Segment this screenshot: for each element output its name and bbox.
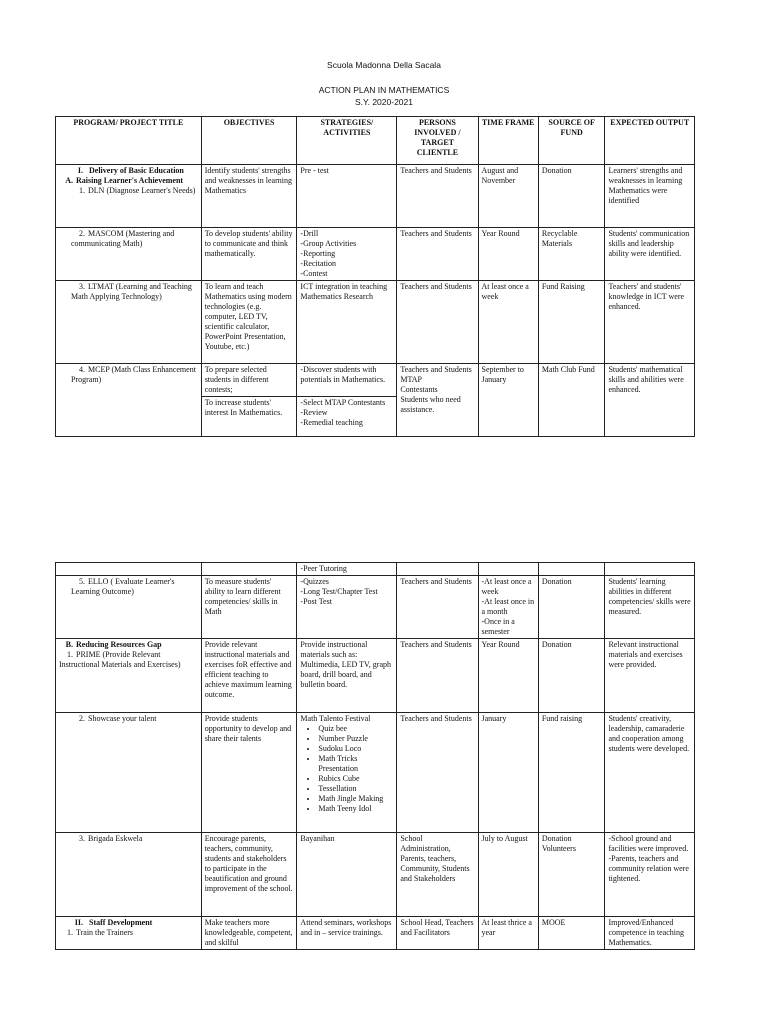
time-frame-cell: At least once a week — [478, 281, 538, 364]
item-title: LTMAT (Learning and Teaching Math Applying Technology) — [71, 282, 192, 301]
list-item: • Tessellation — [318, 784, 393, 794]
strategy-cell: Provide instructional materials such as: Multimedia, LED TV, graph board, drill board, and bulletin board. — [297, 639, 397, 713]
time-line: -Once in a semester — [481, 617, 515, 636]
persons-cell — [397, 364, 478, 437]
strategy-line: -Contest — [300, 269, 328, 278]
fund-line: Donation — [541, 834, 572, 843]
fund-cell: Recyclable Materials — [538, 228, 605, 281]
subsection-number: B. — [65, 640, 73, 649]
fund-cell: Math Club Fund — [538, 364, 605, 437]
section-title: Staff Development — [89, 918, 153, 927]
school-year: S.Y. 2020-2021 — [355, 97, 413, 107]
list-item: • Rubics Cube — [318, 774, 393, 784]
time-frame-cell: Year Round — [478, 228, 538, 281]
strategy-line: -Drill — [300, 229, 319, 238]
strategy-line: -Remedial teaching — [300, 418, 363, 427]
document-title: ACTION PLAN IN MATHEMATICS — [318, 85, 450, 95]
objective-cell: To measure students' ability to learn different competencies/ skills in Math — [201, 576, 297, 639]
objective-cell: Make teachers more knowledgeable, competent, and skilful — [201, 917, 297, 950]
table-row — [56, 228, 695, 281]
item-number: 1. — [67, 928, 73, 937]
strategy-line: -Group Activities — [300, 239, 357, 248]
persons-cell — [397, 563, 478, 576]
output-line: -School ground and facilities were improved. — [608, 834, 689, 853]
program-cell — [56, 563, 202, 576]
persons-cell: School Head, Teachers and Facilitators — [397, 917, 478, 950]
objective-cell — [201, 563, 297, 576]
item-number: 5. — [79, 577, 85, 586]
item-title: Showcase your talent — [88, 714, 157, 723]
strategy-cell: ICT integration in teaching Mathematics Research — [297, 281, 397, 364]
objective-cell: To increase students' interest In Mathematics. — [201, 397, 297, 437]
table-row — [56, 576, 695, 639]
item-title: Train the Trainers — [76, 928, 134, 937]
program-cell — [56, 364, 202, 437]
column-header: PROGRAM/ PROJECT TITLE — [56, 117, 202, 165]
persons-cell: Teachers and Students — [397, 639, 478, 713]
output-cell: Students' communication skills and leadership ability were identified. — [605, 228, 695, 281]
persons-line: Contestants — [400, 385, 438, 394]
fund-line: Volunteers — [541, 844, 576, 853]
output-cell — [605, 833, 695, 917]
output-cell: Students' mathematical skills and abilities were enhanced. — [605, 364, 695, 437]
item-number: 3. — [79, 282, 85, 291]
strategy-cell — [297, 576, 397, 639]
strategy-line: -Recitation — [300, 259, 336, 268]
subsection-title: Raising Learner's Achievement — [76, 176, 184, 185]
time-frame-cell: January — [478, 713, 538, 833]
column-header: OBJECTIVES — [201, 117, 297, 165]
strategy-cell — [297, 397, 397, 437]
section-title: Delivery of Basic Education — [89, 166, 184, 175]
column-header: STRATEGIES/ ACTIVITIES — [297, 117, 397, 165]
item-number: 2. — [79, 714, 85, 723]
strategy-line: -Reporting — [300, 249, 336, 258]
school-name: Scuola Madonna Della Sacala — [327, 60, 441, 70]
output-cell: Students' learning abilities in different competencies/ skills were measured. — [605, 576, 695, 639]
objective-cell: Provide relevant instructional materials and exercises foR effective and efficient teaching to achieve maximum learning outcome. — [201, 639, 297, 713]
program-cell — [56, 165, 202, 228]
list-item: • Sudoku Loco — [318, 744, 393, 754]
time-frame-cell — [478, 576, 538, 639]
fund-cell: Donation — [538, 165, 605, 228]
talent-activity-list — [300, 724, 393, 814]
table-row — [56, 713, 695, 833]
objective-cell: To learn and teach Mathematics using modern technologies (e.g. computer, LED TV, scientific calculator, PowerPoint Presentation, Youtube, etc.) — [201, 281, 297, 364]
time-frame-cell — [478, 563, 538, 576]
item-title: PRIME (Provide Relevant Instructional Materials and Exercises) — [59, 650, 181, 669]
program-cell — [56, 639, 202, 713]
program-cell — [56, 281, 202, 364]
output-cell: Students' creativity, leadership, camaraderie and cooperation among students were developed. — [605, 713, 695, 833]
strategy-cell: Attend seminars, workshops and in – service trainings. — [297, 917, 397, 950]
column-header: EXPECTED OUTPUT — [605, 117, 695, 165]
persons-cell: Teachers and Students — [397, 228, 478, 281]
list-item: • Math Jingle Making — [318, 794, 393, 804]
item-number: 1. — [79, 186, 85, 195]
strategy-cell: -Discover students with potentials in Mathematics. — [297, 364, 397, 397]
item-number: 2. — [79, 229, 85, 238]
item-number: 4. — [79, 365, 85, 374]
column-header: TIME FRAME — [478, 117, 538, 165]
output-line: -Parents, teachers and community relation were tightened. — [608, 854, 689, 883]
subsection-title: Reducing Resources Gap — [76, 640, 162, 649]
strategy-line: -Post Test — [300, 597, 332, 606]
subsection-number: A. — [65, 176, 73, 185]
strategy-line: -Review — [300, 408, 328, 417]
list-item: • Quiz bee — [318, 724, 393, 734]
section-number: II. — [74, 918, 83, 927]
strategy-line: -Quizzes — [300, 577, 329, 586]
output-cell: Relevant instructional materials and exercises were provided. — [605, 639, 695, 713]
time-frame-cell: At least thrice a year — [478, 917, 538, 950]
item-title: MASCOM (Mastering and communicating Math) — [71, 229, 175, 248]
program-cell — [56, 833, 202, 917]
program-cell — [56, 228, 202, 281]
action-plan-table-page-1 — [55, 116, 695, 437]
persons-cell: Teachers and Students — [397, 713, 478, 833]
fund-cell: MOOE — [538, 917, 605, 950]
column-header: PERSONS INVOLVED / TARGET CLIENTLE — [397, 117, 478, 165]
time-line: -At least once a week — [481, 577, 532, 596]
table-header-row — [56, 117, 695, 165]
table-row — [56, 833, 695, 917]
table-row — [56, 639, 695, 713]
objective-cell: Identify students' strengths and weaknesses in learning Mathematics — [201, 165, 297, 228]
output-cell: Learners' strengths and weaknesses in learning Mathematics were identified — [605, 165, 695, 228]
persons-line: Teachers and Students — [400, 365, 472, 374]
strategy-cell: -Peer Tutoring — [297, 563, 397, 576]
time-frame-cell: August and November — [478, 165, 538, 228]
objective-cell: Provide students opportunity to develop and share their talents — [201, 713, 297, 833]
objective-cell: To develop students' ability to communicate and think mathematically. — [201, 228, 297, 281]
table-row — [56, 364, 695, 397]
list-item: • Number Puzzle — [318, 734, 393, 744]
output-cell: Improved/Enhanced competence in teaching Mathematics. — [605, 917, 695, 950]
time-line: -At least once in a month — [481, 597, 535, 616]
persons-cell: Teachers and Students — [397, 576, 478, 639]
item-title: Brigada Eskwela — [88, 834, 143, 843]
item-title: ELLO ( Evaluate Learner's Learning Outcome) — [71, 577, 175, 596]
time-frame-cell: September to January — [478, 364, 538, 437]
time-frame-cell: July to August — [478, 833, 538, 917]
list-item: • Math Tricks Presentation — [318, 754, 393, 774]
strategy-line: -Long Test/Chapter Test — [300, 587, 378, 596]
column-header: SOURCE OF FUND — [538, 117, 605, 165]
output-cell: Teachers' and students' knowledge in ICT were enhanced. — [605, 281, 695, 364]
table-row — [56, 563, 695, 576]
persons-cell: Teachers and Students — [397, 165, 478, 228]
output-cell — [605, 563, 695, 576]
fund-cell — [538, 563, 605, 576]
objective-cell: To prepare selected students in different contests; — [201, 364, 297, 397]
persons-cell: School Administration, Parents, teachers, Community, Students and Stakeholders — [397, 833, 478, 917]
item-title: DLN (Diagnose Learner's Needs) — [88, 186, 196, 195]
strategy-line: -Select MTAP Contestants — [300, 398, 386, 407]
strategy-cell — [297, 228, 397, 281]
program-cell — [56, 576, 202, 639]
fund-cell: Fund raising — [538, 713, 605, 833]
program-cell — [56, 713, 202, 833]
strategy-heading: Math Talento Festival — [300, 714, 371, 723]
table-row — [56, 917, 695, 950]
list-item: • Math Teeny Idol — [318, 804, 393, 814]
action-plan-table-page-2 — [55, 562, 695, 950]
program-cell — [56, 917, 202, 950]
table-row — [56, 281, 695, 364]
time-frame-cell: Year Round — [478, 639, 538, 713]
item-number: 1. — [67, 650, 73, 659]
strategy-cell: Pre - test — [297, 165, 397, 228]
fund-cell: Donation — [538, 576, 605, 639]
fund-cell: Fund Raising — [538, 281, 605, 364]
item-title: MCEP (Math Class Enhancement Program) — [71, 365, 196, 384]
strategy-cell: Bayanihan — [297, 833, 397, 917]
item-number: 3. — [79, 834, 85, 843]
objective-cell: Encourage parents, teachers, community, students and stakeholders to participate in the beautification and ground improvement of the school. — [201, 833, 297, 917]
table-row — [56, 165, 695, 228]
persons-line: MTAP — [400, 375, 422, 384]
section-number: I. — [77, 166, 83, 175]
persons-cell: Teachers and Students — [397, 281, 478, 364]
strategy-cell — [297, 713, 397, 833]
persons-line: Students who need assistance. — [400, 395, 461, 414]
fund-cell: Donation — [538, 639, 605, 713]
fund-cell — [538, 833, 605, 917]
